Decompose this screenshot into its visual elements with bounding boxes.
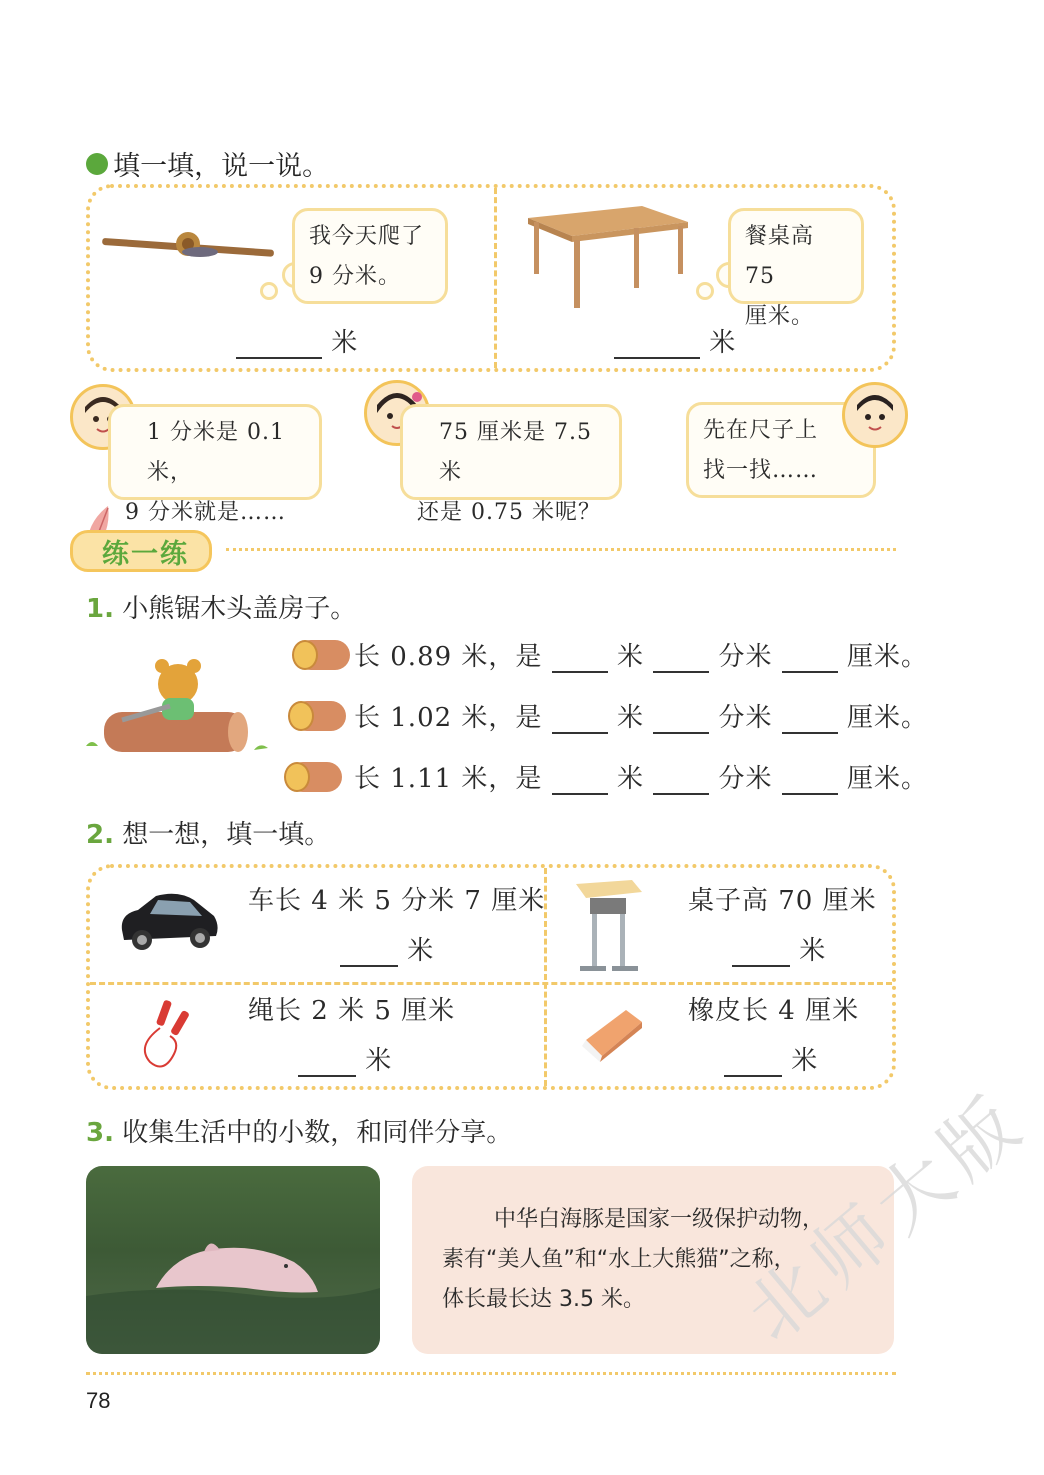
- unit-label: 米: [616, 764, 644, 794]
- answer-blank[interactable]: [724, 1075, 782, 1077]
- meter-blank[interactable]: [552, 671, 608, 673]
- question-1: [86, 588, 356, 625]
- answer-blank[interactable]: [732, 965, 790, 967]
- dolphin-photo: [86, 1166, 380, 1354]
- thought-dot: [696, 282, 714, 300]
- eraser-icon: [578, 1000, 648, 1070]
- question-number: 3.: [86, 1118, 114, 1148]
- bubble-line: 1 分米是 0.1 米，: [147, 420, 285, 485]
- question-2: [86, 814, 330, 851]
- q2-cell-label: 桌子高 70 厘米: [688, 886, 877, 916]
- table-speech-bubble: [728, 208, 864, 329]
- bubble-line: 先在尺子上: [703, 418, 819, 443]
- answer-blank[interactable]: [236, 357, 322, 359]
- bubble-line: 餐桌高 75: [745, 224, 815, 289]
- row-prefix: 长 1.11 米，是: [354, 764, 543, 794]
- meter-blank[interactable]: [552, 732, 608, 734]
- bear-sawing-illustration: [82, 654, 272, 762]
- q2-cell-answer: [340, 930, 434, 967]
- log-icon: [288, 762, 342, 792]
- snail-stick-illustration: [100, 230, 280, 270]
- answer-blank[interactable]: [298, 1075, 356, 1077]
- panel-divider: [494, 188, 497, 368]
- question-3: [86, 1112, 512, 1149]
- unit-label: 米: [791, 1046, 819, 1076]
- bullet-icon: [86, 153, 108, 175]
- row-prefix: 长 0.89 米，是: [354, 642, 543, 672]
- unit-label: 厘米。: [847, 703, 929, 733]
- q2-cell-answer: [724, 1040, 818, 1077]
- answer-blank[interactable]: [614, 357, 700, 359]
- bubble-line: 9 分米就是……: [125, 500, 286, 525]
- q2-cell-answer: [732, 930, 826, 967]
- practice-label: 练一练: [102, 539, 189, 570]
- thought-dot: [260, 282, 278, 300]
- dining-table-illustration: [522, 200, 694, 312]
- section-title: 填一填，说一说。: [113, 151, 330, 182]
- info-line: 中华白海豚是国家一级保护动物，: [494, 1207, 825, 1232]
- jump-rope-icon: [130, 996, 200, 1076]
- q2-cell-answer: [298, 1040, 392, 1077]
- decimeter-blank[interactable]: [653, 732, 709, 734]
- log-icon: [292, 701, 346, 731]
- unit-label: 米: [709, 328, 737, 358]
- bottom-divider: [86, 1372, 896, 1375]
- bubble-line: 厘米。: [745, 304, 815, 329]
- unit-label: 米: [407, 936, 435, 966]
- bubble-line: 75 厘米是 7.5 米: [439, 420, 592, 485]
- page-number: 78: [86, 1388, 111, 1413]
- q2-cell-label: 绳长 2 米 5 厘米: [248, 996, 456, 1026]
- unit-label: 分米: [718, 703, 773, 733]
- answer-left: [236, 322, 358, 359]
- question-text: 想一想，填一填。: [122, 820, 331, 850]
- unit-label: 分米: [718, 764, 773, 794]
- unit-label: 米: [331, 328, 359, 358]
- centimeter-blank[interactable]: [782, 732, 838, 734]
- unit-label: 米: [799, 936, 827, 966]
- watermark: 北师大版: [730, 1076, 1043, 1359]
- decimeter-blank[interactable]: [653, 793, 709, 795]
- unit-label: 米: [616, 642, 644, 672]
- question-number: 2.: [86, 820, 114, 850]
- unit-label: 米: [616, 703, 644, 733]
- decimeter-blank[interactable]: [653, 671, 709, 673]
- practice-divider: [226, 548, 896, 551]
- unit-label: 厘米。: [847, 642, 929, 672]
- bubble-line: 还是 0.75 米呢？: [417, 500, 601, 525]
- grid-hline: [90, 982, 892, 985]
- answer-right: [614, 322, 736, 359]
- q2-cell-label: 车长 4 米 5 分米 7 厘米: [248, 886, 546, 916]
- log-icon: [296, 640, 350, 670]
- boy-avatar-2: [842, 382, 908, 448]
- unit-label: 厘米。: [847, 764, 929, 794]
- info-line: 素有“美人鱼”和“水上大熊猫”之称，: [442, 1247, 796, 1272]
- school-desk-icon: [572, 876, 646, 976]
- meter-blank[interactable]: [552, 793, 608, 795]
- kid-speech-bubble-2: [400, 404, 622, 525]
- q2-cell-label: 橡皮长 4 厘米: [688, 996, 860, 1026]
- row-prefix: 长 1.02 米，是: [354, 703, 543, 733]
- answer-blank[interactable]: [340, 965, 398, 967]
- snail-speech-bubble: [292, 208, 448, 304]
- kid-speech-bubble-1: [108, 404, 322, 525]
- question-number: 1.: [86, 594, 114, 624]
- centimeter-blank[interactable]: [782, 793, 838, 795]
- car-icon: [116, 886, 220, 956]
- question-text: 小熊锯木头盖房子。: [122, 594, 357, 624]
- bubble-line: 9 分米。: [309, 264, 401, 289]
- info-line: 体长最长达 3.5 米。: [442, 1287, 645, 1312]
- question-text: 收集生活中的小数，和同伴分享。: [122, 1118, 513, 1148]
- unit-label: 分米: [718, 642, 773, 672]
- unit-label: 米: [365, 1046, 393, 1076]
- section-heading: [86, 144, 329, 183]
- bubble-line: 我今天爬了: [309, 224, 425, 249]
- centimeter-blank[interactable]: [782, 671, 838, 673]
- bubble-line: 找一找……: [703, 458, 819, 483]
